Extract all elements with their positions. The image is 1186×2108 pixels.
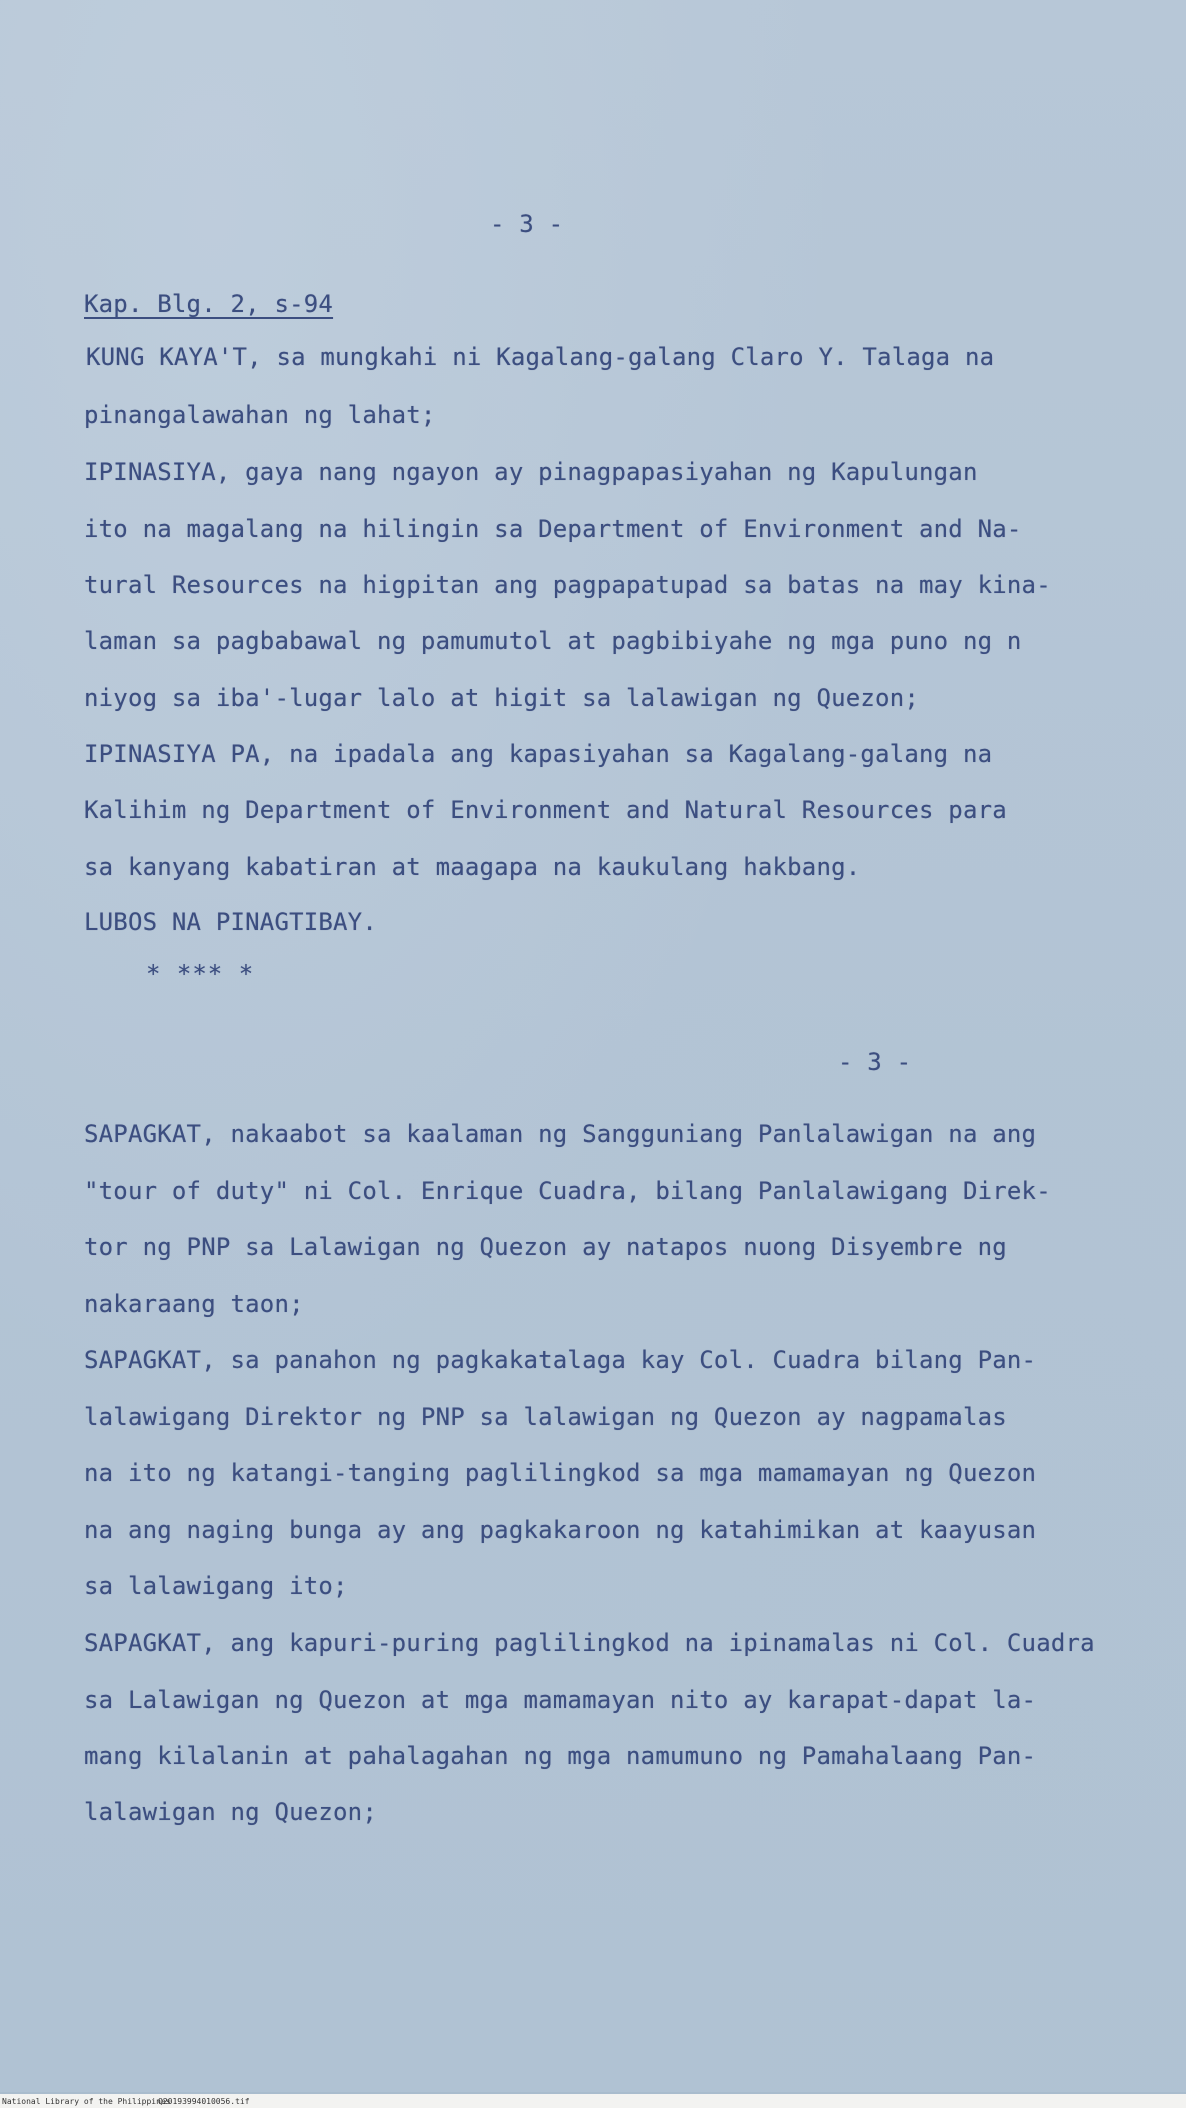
text-line: lalawigang Direktor ng PNP sa lalawigan ng Quezon ay nagpamalas [84,1403,1007,1431]
text-line: tor ng PNP sa Lalawigan ng Quezon ay natapos nuong Disyembre ng [84,1233,1007,1261]
text-line: nakaraang taon; [84,1290,304,1318]
footer-file-name: Q20193994010056.tif [158,2097,250,2106]
text-line: pinangalawahan ng lahat; [84,401,436,429]
text-line: Kalihim ng Department of Environment and Natural Resources para [84,796,1007,824]
text-line: IPINASIYA, gaya nang ngayon ay pinagpapasiyahan ng Kapulungan [84,458,978,486]
text-line: IPINASIYA PA, na ipadala ang kapasiyahan sa Kagalang-galang na [84,740,993,768]
text-line: tural Resources na higpitan ang pagpapatupad sa batas na may kina- [84,571,1051,599]
text-line: niyog sa iba'-lugar lalo at higit sa lalawigan ng Quezon; [84,684,920,712]
text-line: LUBOS NA PINAGTIBAY. [84,908,377,936]
text-line: SAPAGKAT, sa panahon ng pagkakatalaga kay Col. Cuadra bilang Pan- [84,1346,1037,1374]
text-line: SAPAGKAT, nakaabot sa kaalaman ng Sangguniang Panlalawigan na ang [84,1120,1037,1148]
text-line: SAPAGKAT, ang kapuri-puring paglilingkod na ipinamalas ni Col. Cuadra [84,1629,1095,1657]
page-number-middle: - 3 - [838,1048,912,1076]
text-line: na ang naging bunga ay ang pagkakaroon ng katahimikan at kaayusan [84,1516,1037,1544]
text-line: "tour of duty" ni Col. Enrique Cuadra, bilang Panlalawigang Direk- [84,1177,1051,1205]
text-line: lalawigan ng Quezon; [84,1798,377,1826]
asterisk-separator: * *** * [146,960,255,988]
text-line: sa Lalawigan ng Quezon at mga mamamayan nito ay karapat-dapat la- [84,1686,1037,1714]
text-line: laman sa pagbabawal ng pamumutol at pagbibiyahe ng mga puno ng n [84,627,1022,655]
text-line: KUNG KAYA'T, sa mungkahi ni Kagalang-galang Claro Y. Talaga na [86,343,995,371]
text-line: na ito ng katangi-tanging paglilingkod sa mga mamamayan ng Quezon [84,1459,1037,1487]
text-line: mang kilalanin at pahalagahan ng mga namumuno ng Pamahalaang Pan- [84,1742,1037,1770]
text-line: sa kanyang kabatiran at maagapa na kaukulang hakbang. [84,853,861,881]
page-number-top: - 3 - [490,210,564,238]
footer-library-name: National Library of the Philippines [2,2097,171,2106]
text-line: sa lalawigang ito; [84,1572,348,1600]
archive-footer [0,2094,1186,2108]
text-line: ito na magalang na hilingin sa Department of Environment and Na- [84,515,1022,543]
resolution-heading: Kap. Blg. 2, s-94 [84,290,334,318]
